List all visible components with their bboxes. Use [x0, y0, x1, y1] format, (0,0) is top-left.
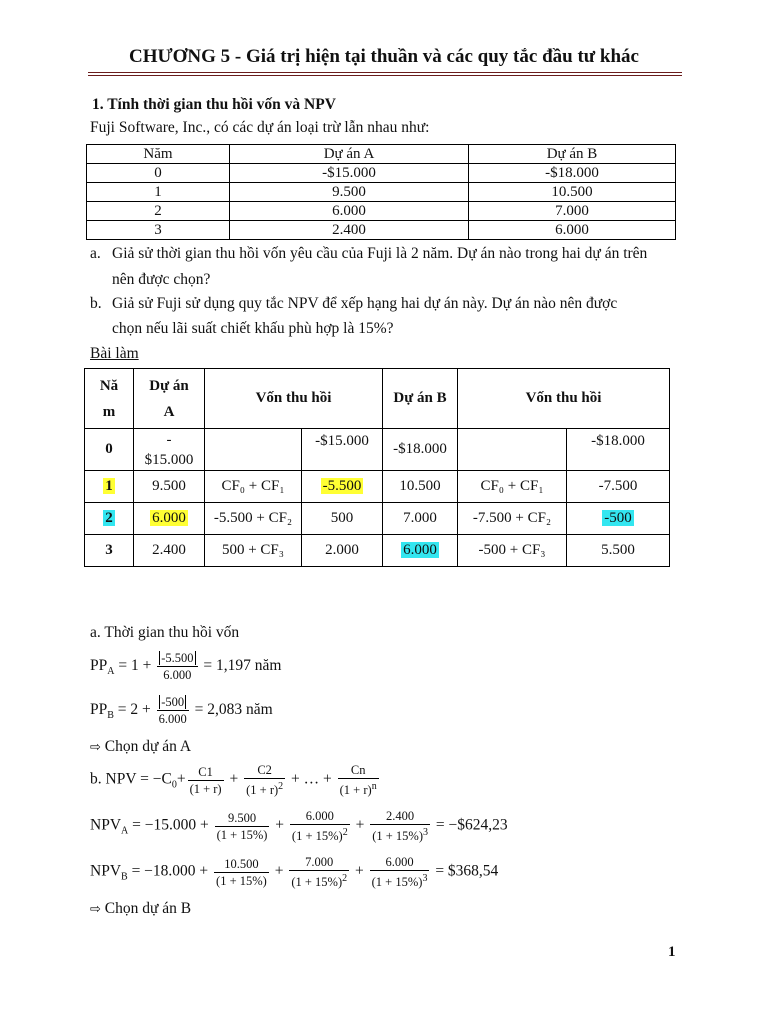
formula-result: = −$624,23: [432, 816, 508, 834]
table-cell: 1: [87, 183, 230, 202]
fraction-numerator: 9.500: [215, 810, 270, 827]
fraction-numerator: -500: [161, 695, 185, 709]
choice-text: Chọn dự án B: [104, 900, 192, 917]
table-cell: 500 + CF₃: [205, 535, 302, 567]
table-cell: [85, 471, 134, 503]
fraction-denominator: (1 + r): [339, 783, 372, 798]
header-year-part: Nă: [99, 377, 119, 394]
fraction-denominator: (1 + 15%): [372, 829, 423, 844]
table-cell: 2: [87, 202, 230, 221]
exponent: 2: [342, 827, 348, 838]
title-rule: [88, 72, 682, 76]
header-year-part: m: [102, 403, 116, 420]
exponent: 2: [278, 781, 284, 792]
table-cell: 2.000: [302, 535, 383, 567]
formula-text: = 2 +: [113, 701, 155, 719]
highlighted-value: 6.000: [403, 542, 437, 558]
table-cell: [458, 429, 567, 471]
question-a-marker: a.: [90, 245, 101, 262]
fraction: [157, 650, 197, 683]
highlighted-value: -5.500: [322, 478, 362, 494]
table-cell: 2.400: [230, 221, 469, 240]
fraction-denominator: (1 + 15%): [216, 873, 267, 888]
exponent: n: [371, 781, 377, 792]
section-heading: 1. Tính thời gian thu hồi vốn và NPV: [92, 96, 336, 113]
table-header-row: [87, 145, 676, 164]
value-part: -: [166, 431, 172, 448]
table-row: [85, 503, 670, 535]
table-header-cell: Vốn thu hồi: [205, 369, 383, 429]
table-row: [85, 535, 670, 567]
table-header-cell: Năm: [87, 145, 230, 164]
fraction: [289, 854, 349, 890]
fraction-numerator: 10.500: [214, 856, 269, 873]
question-b-line2: chọn nếu lãi suất chiết khấu phù hợp là 15%?: [112, 320, 394, 337]
formula-text: b. NPV = −C: [90, 770, 172, 788]
table-cell: CF₀ + CF₁: [205, 471, 302, 503]
table-header-row: [85, 369, 670, 429]
table-cell: 9.500: [230, 183, 469, 202]
formula-text: PP: [90, 701, 108, 719]
table-cell: 7.000: [383, 503, 458, 535]
fraction-numerator: Cn: [338, 762, 379, 779]
fraction-numerator: 6.000: [290, 808, 350, 825]
formula-result: = 1,197 năm: [199, 657, 282, 675]
fraction-numerator: 6.000: [370, 854, 430, 871]
table-row: [87, 221, 676, 240]
table-cell: -7.500: [567, 471, 670, 503]
cashflow-table: [86, 144, 676, 240]
fraction-numerator: 7.000: [289, 854, 349, 871]
right-arrow-outline-icon: ⇨: [90, 902, 101, 917]
highlighted-value: -500: [604, 510, 632, 526]
table-header-cell: [85, 369, 134, 429]
table-cell: -$18.000: [469, 164, 676, 183]
formula-result: = $368,54: [431, 862, 499, 880]
npv-b-formula: $NPV_B = -18.000$ + $\frac{10.500}{(1 + 15\%)}$ + $\frac{7.000}{(1 + 15\%)^2}$ + $\frac{6.000}{(1 + 15\%)^3}$ = $368,54: [90, 855, 499, 890]
right-arrow-outline-icon: ⇨: [90, 740, 101, 755]
table-cell: [383, 535, 458, 567]
fraction-denominator: 6.000: [158, 712, 187, 726]
exponent: 3: [422, 873, 428, 884]
part-a-label: a. Thời gian thu hồi vốn: [90, 624, 240, 641]
table-cell: [134, 503, 205, 535]
table-cell: 6.000: [469, 221, 676, 240]
table-cell: -$15.000: [230, 164, 469, 183]
solution-label: Bài làm: [90, 345, 139, 362]
exponent: 3: [423, 827, 428, 838]
table-cell: -$15.000: [302, 429, 383, 471]
table-row: [87, 183, 676, 202]
table-row: [85, 429, 670, 471]
fraction-denominator: (1 + 15%): [216, 827, 268, 842]
table-row: [87, 202, 676, 221]
table-cell: 6.000: [230, 202, 469, 221]
fraction-denominator: (1 + 15%): [371, 875, 423, 890]
exponent: 2: [342, 873, 348, 884]
table-cell: -$18.000: [567, 429, 670, 471]
fraction-numerator: -5.500: [161, 651, 194, 665]
fraction: [370, 808, 430, 844]
table-cell: 10.500: [383, 471, 458, 503]
table-cell: 5.500: [567, 535, 670, 567]
fraction-numerator: C1: [188, 764, 224, 781]
choice-text: Chọn dự án A: [104, 738, 192, 755]
table-cell: 0: [87, 164, 230, 183]
formula-text: NPV: [90, 862, 122, 880]
formula-text: = 1 +: [114, 657, 156, 675]
page-number: 1: [668, 944, 676, 960]
table-header-cell: Vốn thu hồi: [458, 369, 670, 429]
formula-text: +: [176, 770, 186, 788]
table-cell: -7.500 + CF₂: [458, 503, 567, 535]
fraction: [215, 810, 270, 843]
table-cell: -$18.000: [383, 429, 458, 471]
question-a-line1: Giả sử thời gian thu hồi vốn yêu cầu của Fuji là 2 năm. Dự án nào trong hai dự án trên: [112, 245, 648, 262]
fraction: [370, 854, 430, 890]
header-a-part: A: [163, 403, 175, 420]
npv-general-formula: b. NPV = $-C_0+$ $\frac{C1}{(1 + r)}$ + $\frac{C2}{(1 + r)^2}$ + … + $\frac{Cn}{(1 + r)^n}$: [90, 763, 377, 798]
table-row: [87, 164, 676, 183]
payback-a-formula: [90, 650, 281, 683]
table-cell: 2.400: [134, 535, 205, 567]
table-cell: -5.500 + CF₂: [205, 503, 302, 535]
table-header-cell: Dự án B: [469, 145, 676, 164]
table-cell: CF₀ + CF₁: [458, 471, 567, 503]
fraction: [214, 856, 269, 889]
fraction-numerator: C2: [244, 762, 285, 779]
table-row: [85, 471, 670, 503]
question-b-marker: b.: [90, 295, 102, 312]
table-cell: [302, 471, 383, 503]
fraction: [244, 762, 285, 798]
table-cell: 10.500: [469, 183, 676, 202]
table-cell: 0: [85, 429, 134, 471]
table-cell: 7.000: [469, 202, 676, 221]
highlighted-value: 1: [105, 478, 113, 494]
highlighted-value: 6.000: [152, 510, 186, 526]
table-cell: 3: [87, 221, 230, 240]
value-part: $15.000: [144, 451, 194, 468]
formula-subscript: 0: [171, 779, 177, 791]
npv-a-formula: $NPV_A = -15.000$ + $\frac{9.500}{(1 + 15\%)}$ + $\frac{6.000}{(1 + 15\%)^2}$ + $\frac{2.400}{(1 + 15\%)^3}$ = −$624,23: [90, 809, 508, 844]
fraction-denominator: (1 + r): [246, 783, 279, 798]
table-cell: 9.500: [134, 471, 205, 503]
fraction: [290, 808, 350, 844]
fraction: [157, 694, 189, 727]
table-cell: [134, 429, 205, 471]
table-header-cell: Dự án A: [230, 145, 469, 164]
payback-b-formula: [90, 694, 273, 727]
fraction: [188, 764, 224, 797]
header-a-part: Dự án: [149, 377, 189, 394]
fraction-denominator: (1 + 15%): [291, 875, 343, 890]
page-title: CHƯƠNG 5 - Giá trị hiện tại thuần và các quy tắc đầu tư khác: [129, 46, 639, 67]
formula-text: + … +: [287, 770, 336, 788]
question-a-line2: nên được chọn?: [112, 271, 211, 288]
table-header-cell: [134, 369, 205, 429]
formula-result: = 2,083 năm: [190, 701, 273, 719]
fraction-denominator: (1 + r): [189, 781, 222, 796]
formula-text: NPV: [90, 816, 122, 834]
table-header-cell: Dự án B: [383, 369, 458, 429]
choice-a: [90, 738, 191, 756]
fraction-numerator: 2.400: [370, 808, 430, 825]
formula-subscript: A: [121, 825, 129, 837]
intro-text: Fuji Software, Inc., có các dự án loại trừ lẫn nhau như:: [90, 119, 430, 136]
fraction-denominator: 6.000: [163, 668, 192, 682]
fraction: [338, 762, 379, 798]
table-cell: 3: [85, 535, 134, 567]
table-cell: 500: [302, 503, 383, 535]
question-b-line1: Giả sử Fuji sử dụng quy tắc NPV để xếp hạng hai dự án này. Dự án nào nên được: [112, 295, 618, 312]
choice-b: [90, 900, 191, 918]
payback-table: [84, 368, 670, 567]
formula-subscript: A: [107, 666, 115, 678]
table-cell: [205, 429, 302, 471]
fraction-denominator: (1 + 15%): [291, 829, 343, 844]
formula-subscript: B: [121, 871, 128, 883]
formula-subscript: B: [107, 710, 114, 722]
formula-text: = −18.000 +: [127, 862, 213, 880]
table-cell: [85, 503, 134, 535]
table-cell: [567, 503, 670, 535]
highlighted-value: 2: [105, 510, 113, 526]
formula-text: = −15.000 +: [128, 816, 213, 834]
formula-text: PP: [90, 657, 108, 675]
table-cell: -500 + CF₃: [458, 535, 567, 567]
